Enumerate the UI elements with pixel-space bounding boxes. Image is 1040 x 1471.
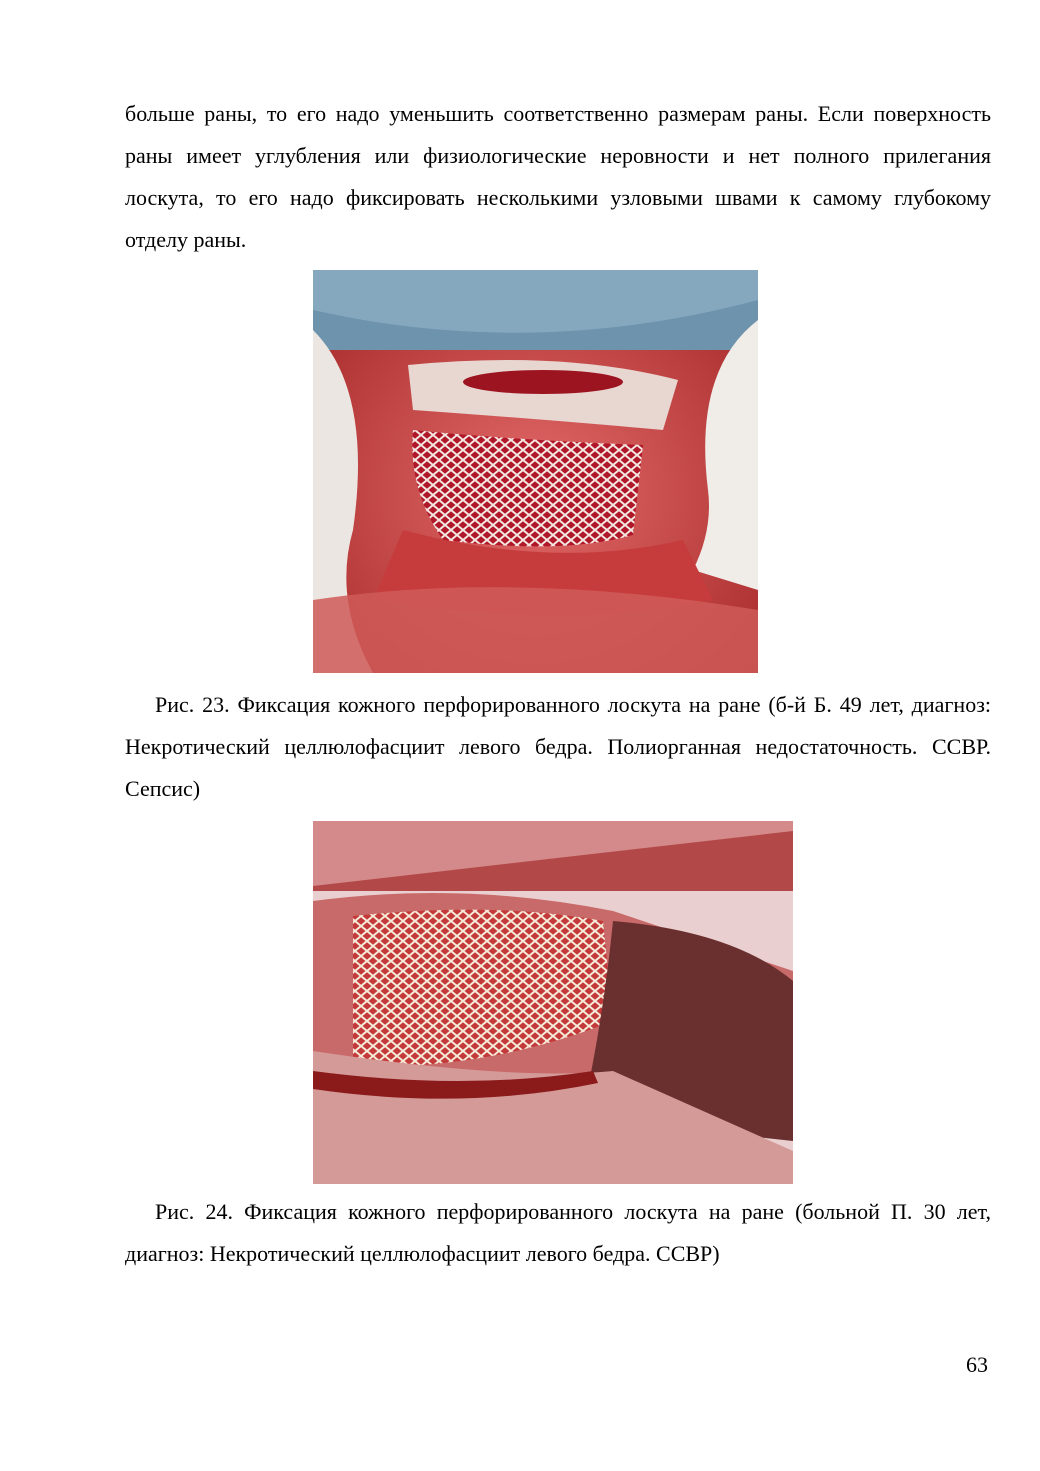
body-paragraph: больше раны, то его надо уменьшить соответственно размерам раны. Если поверхность раны имеет углубления или физиологические неровности и нет полного прилегания лоскута, то его надо фиксировать несколькими узловыми швами к самому глубокому отделу раны. [125,101,991,252]
page-number: 63 [966,1352,988,1377]
figure-24-photo [313,821,793,1184]
figure-23-caption: Рис. 23. Фиксация кожного перфорированного лоскута на ране (б-й Б. 49 лет, диагноз: Некротический целлюлофасциит левого бедра. Полиорганная недостаточность. ССВР. Сепсис) [125,692,991,801]
figure-24-caption: Рис. 24. Фиксация кожного перфорированного лоскута на ране (больной П. 30 лет, диагноз: Некротический целлюлофасциит левого бедра. ССВР) [125,1199,991,1266]
figure-23-photo [313,270,758,673]
